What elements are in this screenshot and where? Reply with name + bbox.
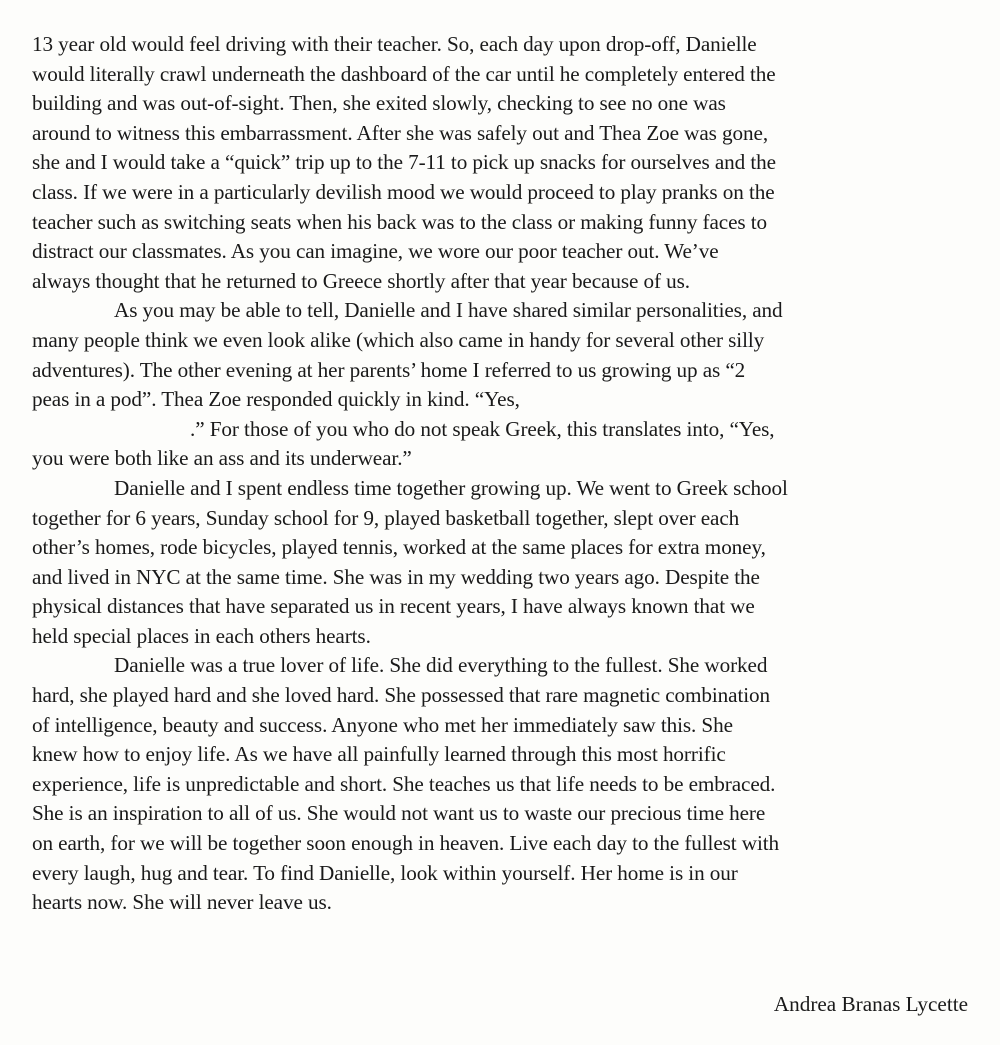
text-line: around to witness this embarrassment. After she was safely out and Thea Zoe was gone,: [32, 120, 769, 145]
text-line: peas in a pod”. Thea Zoe responded quickly in kind. “Yes,: [32, 387, 520, 412]
text-line: experience, life is unpredictable and short. She teaches us that life needs to be embraced.: [32, 771, 776, 796]
text-line: you were both like an ass and its underwear.”: [32, 446, 412, 471]
text-line: would literally crawl underneath the dashboard of the car until he completely entered the: [32, 61, 776, 86]
text-line: hearts now. She will never leave us.: [32, 890, 332, 915]
text-line: teacher such as switching seats when his back was to the class or making funny faces to: [32, 209, 768, 234]
text-line: and lived in NYC at the same time. She was in my wedding two years ago. Despite the: [32, 564, 760, 589]
text-line: always thought that he returned to Greece shortly after that year because of us.: [32, 268, 690, 293]
text-line: every laugh, hug and tear. To find Danielle, look within yourself. Her home is in our: [32, 860, 738, 885]
text-line: hard, she played hard and she loved hard. She possessed that rare magnetic combination: [32, 683, 771, 708]
text-line: physical distances that have separated us in recent years, I have always known that we: [32, 594, 755, 619]
text-line: adventures). The other evening at her parents’ home I referred to us growing up as “2: [32, 357, 746, 382]
text-line: distract our classmates. As you can imagine, we wore our poor teacher out. We’ve: [32, 239, 719, 264]
text-line: many people think we even look alike (which also came in handy for several other silly: [32, 327, 765, 352]
text-line: other’s homes, rode bicycles, played tennis, worked at the same places for extra money,: [32, 535, 766, 560]
text-line: She is an inspiration to all of us. She would not want us to waste our precious time here: [32, 801, 766, 826]
body-text: [32, 30, 972, 918]
text-line: class. If we were in a particularly devilish mood we would proceed to play pranks on the: [32, 179, 775, 204]
text-line: 13 year old would feel driving with their teacher. So, each day upon drop-off, Danielle: [32, 32, 757, 56]
text-line: held special places in each others hearts.: [32, 623, 371, 648]
paragraph-start-line: Danielle and I spent endless time together growing up. We went to Greek school: [114, 475, 788, 500]
paragraph-start-line: Danielle was a true lover of life. She did everything to the fullest. She worked: [114, 653, 768, 678]
paragraph-start-line: As you may be able to tell, Danielle and I have shared similar personalities, and: [114, 298, 783, 323]
text-line: together for 6 years, Sunday school for 9, played basketball together, slept over each: [32, 505, 740, 530]
text-line: on earth, for we will be together soon enough in heaven. Live each day to the fullest with: [32, 831, 780, 856]
text-line: knew how to enjoy life. As we have all painfully learned through this most horrific: [32, 742, 726, 767]
text-line: she and I would take a “quick” trip up to the 7-11 to pick up snacks for ourselves and the: [32, 150, 776, 175]
text-line: building and was out-of-sight. Then, she exited slowly, checking to see no one was: [32, 91, 726, 116]
text-line: .” For those of you who do not speak Greek, this translates into, “Yes,: [190, 416, 775, 441]
text-line: of intelligence, beauty and success. Anyone who met her immediately saw this. She: [32, 712, 733, 737]
author-signature: Andrea Branas Lycette: [773, 992, 968, 1016]
